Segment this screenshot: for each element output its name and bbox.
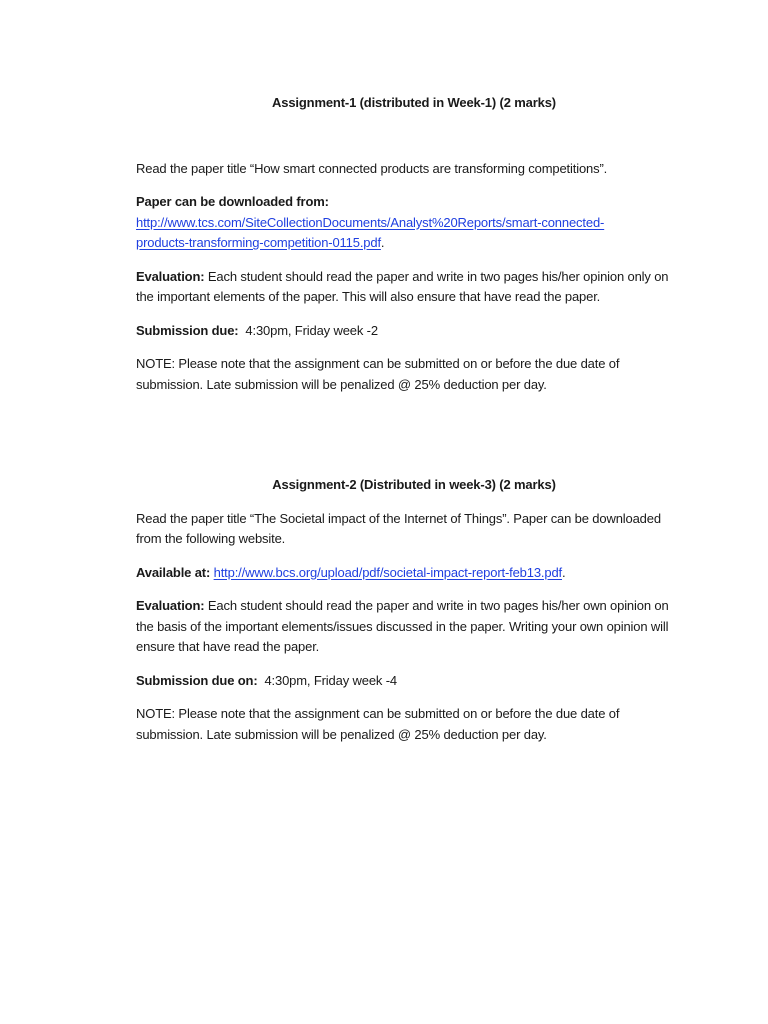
download-label: Paper can be downloaded from: [136,194,329,209]
document-body [136,93,684,745]
submission-text: 4:30pm, Friday week -2 [238,322,378,338]
assignment-1-heading: Assignment-1 (distributed in Week-1) (2 marks) [272,95,556,110]
assignment-1-submission [136,321,684,342]
assignment-2-available [136,563,684,584]
assignment-1-evaluation [136,267,684,308]
submission-text: 4:30pm, Friday week -4 [257,672,397,688]
evaluation-text: Each student should read the paper and write in two pages his/her own opinion on the basis of the important elements/issues discussed in the paper. Writing your own opinion will ensure that have read the paper. [136,598,669,654]
paper-link-line-1[interactable]: http://www.tcs.com/SiteCollectionDocuments/Analyst%20Reports/smart-connected- [136,214,605,230]
assignment-2-note: NOTE: Please note that the assignment can be submitted on or before the due date of submission. Late submission will be penalized @ 25% deduction per day. [136,706,620,742]
assignment-2-heading: Assignment-2 (Distributed in week-3) (2 marks) [272,477,556,492]
available-label: Available at: [136,564,211,580]
evaluation-label: Evaluation: [136,598,205,613]
evaluation-text: Each student should read the paper and write in two pages his/her opinion only on the important elements of the paper. This will also ensure that have read the paper. [136,268,669,304]
assignment-1-note: NOTE: Please note that the assignment can be submitted on or before the due date of submission. Late submission will be penalized @ 25% deduction per day. [136,356,620,392]
paper-link-line-2[interactable]: products-transforming-competition-0115.pdf [136,235,381,250]
submission-label: Submission due on: [136,672,258,688]
assignment-2-paper-link[interactable]: http://www.bcs.org/upload/pdf/societal-impact-report-feb13.pdf [213,564,563,580]
assignment-1-read-paper: Read the paper title “How smart connected products are transforming competitions”. [136,160,608,176]
assignment-2-read-paper: Read the paper title “The Societal impact of the Internet of Things”. Paper can be downloaded from the following website. [136,510,661,546]
evaluation-label: Evaluation: [136,268,205,284]
assignment-2-evaluation [136,596,684,658]
assignment-1-paper-link[interactable] [136,215,604,251]
assignment-2-submission [136,671,684,692]
link-suffix: . [562,564,566,580]
link-suffix: . [380,235,385,250]
assignment-1-download [136,192,684,254]
submission-label: Submission due: [136,322,239,338]
